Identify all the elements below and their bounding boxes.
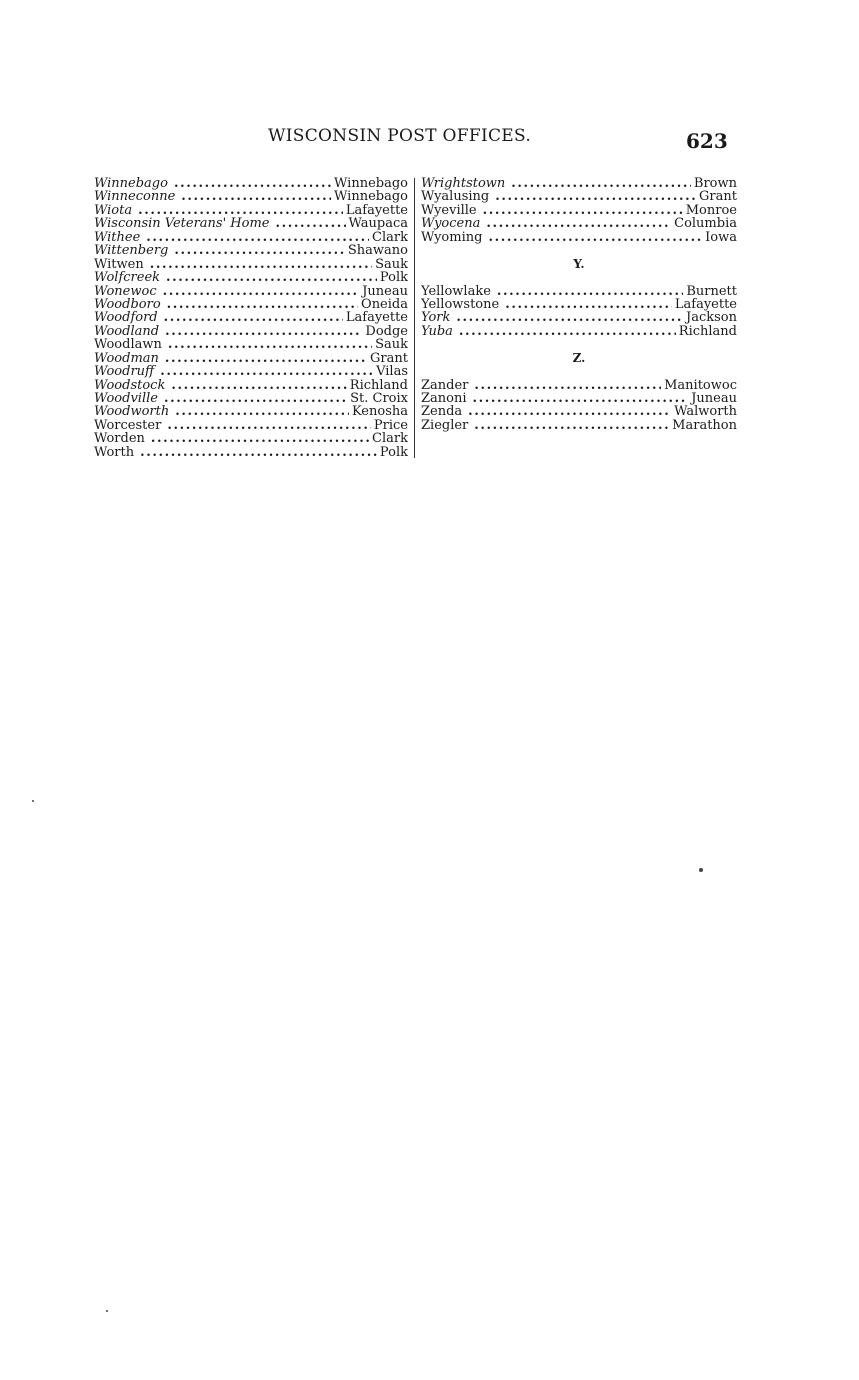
- county-name: Manitowoc: [664, 378, 737, 392]
- post-office-name: Wyeville: [421, 203, 477, 218]
- dot-leader: [164, 311, 343, 324]
- post-office-entry: [94, 446, 408, 459]
- county-name: St. Croix: [350, 392, 408, 406]
- z-entries-list: [421, 379, 737, 433]
- county-name: Marathon: [672, 418, 737, 433]
- post-office-name: Yellowlake: [421, 284, 491, 298]
- dot-leader: [275, 217, 345, 230]
- section-spacer: [421, 365, 737, 378]
- dot-leader: [150, 258, 372, 271]
- post-office-name: Zenda: [421, 405, 463, 419]
- post-office-entry: [94, 365, 408, 378]
- county-name: Sauk: [375, 338, 408, 352]
- dot-leader: [168, 338, 372, 351]
- section-spacer: [421, 338, 737, 351]
- post-office-entry: [94, 258, 408, 271]
- post-office-entry: [94, 432, 408, 445]
- post-office-name: Yellowstone: [421, 297, 500, 312]
- county-name: Polk: [379, 445, 408, 460]
- post-office-name: Woodlawn: [94, 338, 162, 352]
- y-entries-list: [421, 285, 737, 339]
- dot-leader: [459, 325, 676, 338]
- post-office-entry: [421, 405, 737, 418]
- dot-leader: [181, 190, 331, 203]
- post-office-entry: [421, 325, 737, 338]
- post-office-entry: [94, 217, 408, 230]
- dot-leader: [497, 285, 683, 298]
- dot-leader: [474, 419, 669, 432]
- post-office-name: Worden: [94, 432, 145, 446]
- county-name: Vilas: [376, 365, 408, 379]
- post-office-name: Wonewoc: [94, 284, 157, 298]
- post-office-entry: [94, 271, 408, 284]
- dot-leader: [495, 190, 696, 203]
- county-name: Shawano: [347, 244, 408, 258]
- dot-leader: [488, 231, 702, 244]
- dot-leader: [167, 419, 371, 432]
- post-office-entry: [94, 338, 408, 351]
- post-office-entry: [94, 298, 408, 311]
- county-name: Brown: [693, 177, 737, 191]
- post-office-name: Woodboro: [94, 297, 161, 312]
- post-office-name: Wrightstown: [421, 177, 506, 191]
- dot-leader: [483, 204, 683, 217]
- dot-leader: [473, 392, 689, 405]
- post-office-entry: [94, 190, 408, 203]
- county-name: Juneau: [362, 284, 408, 298]
- post-office-entry: [421, 298, 737, 311]
- print-speck: [699, 868, 703, 872]
- dot-leader: [174, 244, 345, 257]
- post-office-name: Zanoni: [421, 392, 467, 406]
- county-name: Clark: [372, 230, 408, 245]
- post-office-entry: [94, 231, 408, 244]
- post-office-name: Woodman: [94, 351, 159, 366]
- print-speck: [106, 1310, 108, 1312]
- page-title: WISCONSIN POST OFFICES.: [268, 126, 532, 146]
- county-name: Jackson: [686, 311, 737, 325]
- post-office-name: Wyoming: [421, 230, 483, 245]
- dot-leader: [140, 446, 377, 459]
- dot-leader: [468, 405, 671, 418]
- post-office-entry: [94, 244, 408, 257]
- post-office-name: Zander: [421, 378, 469, 392]
- county-name: Waupaca: [348, 217, 408, 231]
- post-office-name: Yuba: [421, 324, 453, 339]
- post-office-name: Winnebago: [94, 177, 168, 191]
- county-name: Polk: [379, 271, 408, 285]
- county-name: Richland: [678, 324, 737, 339]
- post-office-entry: [94, 392, 408, 405]
- dot-leader: [456, 311, 683, 324]
- section-heading-z: Z.: [572, 350, 586, 365]
- print-speck: [32, 800, 34, 802]
- post-office-name: Wyalusing: [421, 190, 490, 204]
- dot-leader: [165, 352, 367, 365]
- county-name: Sauk: [375, 257, 408, 272]
- post-office-entry: [421, 177, 737, 190]
- dot-leader: [163, 285, 360, 298]
- post-office-name: Woodruff: [94, 365, 155, 379]
- post-office-name: Worth: [94, 445, 135, 460]
- left-column: [94, 177, 408, 459]
- post-office-name: Woodworth: [94, 405, 170, 419]
- county-name: Monroe: [685, 203, 737, 218]
- post-office-entry: [421, 379, 737, 392]
- column-divider: [414, 178, 415, 458]
- post-office-name: Ziegler: [421, 418, 469, 433]
- post-office-entry: [94, 311, 408, 324]
- post-office-name: Wittenberg: [94, 244, 169, 258]
- county-name: Dodge: [365, 324, 408, 339]
- post-office-name: Wyocena: [421, 217, 481, 231]
- dot-leader: [166, 271, 377, 284]
- dot-leader: [474, 379, 661, 392]
- post-office-name: Wisconsin Veterans' Home: [94, 217, 270, 231]
- county-name: Clark: [372, 432, 408, 446]
- county-name: Grant: [699, 190, 737, 204]
- post-office-entry: [94, 352, 408, 365]
- dot-leader: [138, 204, 343, 217]
- dot-leader: [505, 298, 672, 311]
- county-name: Winnebago: [334, 190, 408, 204]
- post-office-entry: [94, 405, 408, 418]
- page-number: 623: [686, 129, 728, 153]
- post-office-entry: [94, 204, 408, 217]
- county-name: Walworth: [674, 405, 737, 419]
- post-office-entry: [421, 392, 737, 405]
- county-name: Lafayette: [674, 297, 737, 312]
- post-office-entry: [94, 177, 408, 190]
- dot-leader: [165, 325, 362, 338]
- county-name: Iowa: [705, 230, 737, 245]
- dot-leader: [160, 365, 373, 378]
- county-name: Price: [373, 418, 408, 433]
- post-office-entry: [94, 419, 408, 432]
- county-name: Winnebago: [334, 177, 408, 191]
- county-name: Richland: [349, 378, 408, 392]
- county-name: Oneida: [361, 297, 408, 312]
- county-name: Burnett: [686, 284, 737, 298]
- county-name: Juneau: [691, 392, 737, 406]
- post-office-entry: [94, 325, 408, 338]
- post-office-entry: [421, 231, 737, 244]
- post-office-entry: [421, 217, 737, 230]
- post-office-entry: [421, 419, 737, 432]
- post-office-name: Wiota: [94, 203, 133, 218]
- section-heading-y: Y.: [573, 256, 585, 271]
- post-office-name: Winneconne: [94, 190, 176, 204]
- post-office-name: Worcester: [94, 418, 162, 433]
- post-office-entry: [94, 379, 408, 392]
- dot-leader: [174, 177, 331, 190]
- county-name: Lafayette: [345, 203, 408, 218]
- post-office-name: Wolfcreek: [94, 271, 161, 285]
- county-name: Lafayette: [345, 311, 408, 325]
- dot-leader: [151, 432, 369, 445]
- dot-leader: [167, 298, 358, 311]
- county-name: Columbia: [674, 217, 737, 231]
- post-office-name: Witwen: [94, 257, 144, 272]
- post-office-name: Woodstock: [94, 378, 166, 392]
- dot-leader: [175, 405, 349, 418]
- post-office-name: York: [421, 311, 451, 325]
- dot-leader: [146, 231, 369, 244]
- post-office-entry: [94, 285, 408, 298]
- post-office-entry: [421, 204, 737, 217]
- section-spacer: [421, 271, 737, 284]
- dot-leader: [486, 217, 671, 230]
- dot-leader: [511, 177, 691, 190]
- post-office-name: Woodville: [94, 392, 158, 406]
- post-office-name: Withee: [94, 230, 141, 245]
- post-office-entry: [421, 311, 737, 324]
- dot-leader: [164, 392, 347, 405]
- post-office-entry: [421, 285, 737, 298]
- w-entries-list: [421, 177, 737, 244]
- post-office-name: Woodford: [94, 311, 158, 325]
- dot-leader: [171, 379, 346, 392]
- county-name: Grant: [370, 351, 408, 366]
- post-office-name: Woodland: [94, 324, 160, 339]
- post-office-entry: [421, 190, 737, 203]
- right-column: [421, 177, 737, 432]
- county-name: Kenosha: [351, 405, 408, 419]
- section-spacer: [421, 244, 737, 257]
